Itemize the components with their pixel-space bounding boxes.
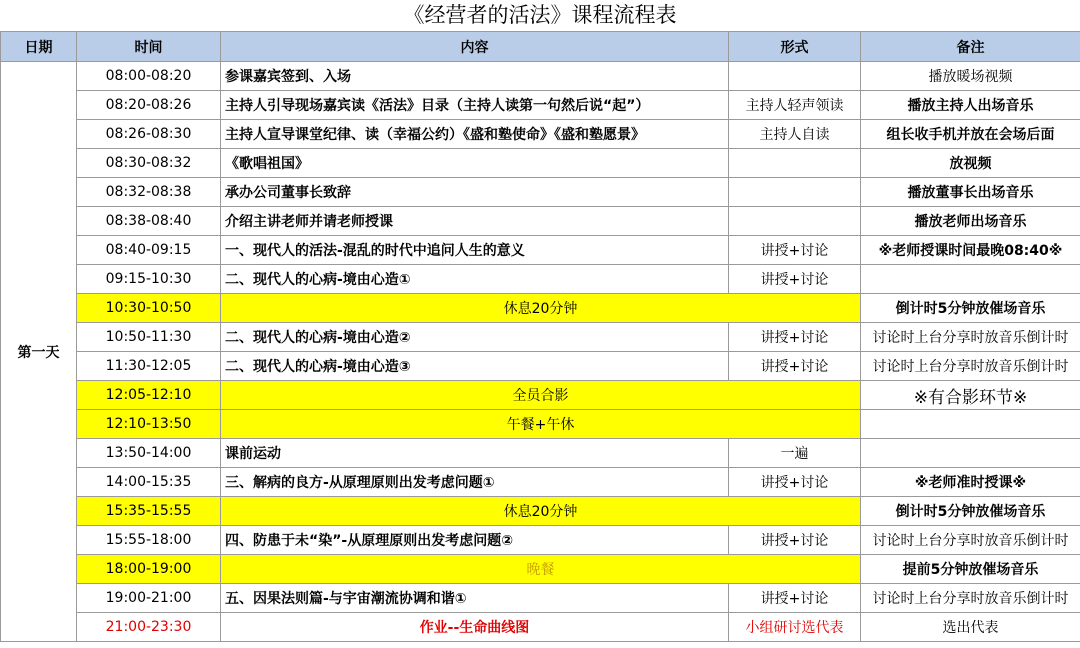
table-row bbox=[1, 468, 1080, 497]
format-cell: 讲授+讨论 bbox=[729, 526, 861, 555]
note-cell: 组长收手机并放在会场后面 bbox=[861, 120, 1080, 149]
format-cell bbox=[729, 207, 861, 236]
note-cell: 讨论时上台分享时放音乐倒计时 bbox=[861, 323, 1080, 352]
format-cell: 一遍 bbox=[729, 439, 861, 468]
time-cell: 12:05-12:10 bbox=[77, 381, 221, 410]
time-cell: 08:26-08:30 bbox=[77, 120, 221, 149]
note-cell bbox=[861, 439, 1080, 468]
note-cell: 放视频 bbox=[861, 149, 1080, 178]
table-row bbox=[1, 265, 1080, 294]
table-row bbox=[1, 526, 1080, 555]
page-title: 《经营者的活法》课程流程表 bbox=[403, 3, 677, 27]
time-cell: 08:30-08:32 bbox=[77, 149, 221, 178]
note-cell: 播放老师出场音乐 bbox=[861, 207, 1080, 236]
note-cell: 播放董事长出场音乐 bbox=[861, 178, 1080, 207]
table-row bbox=[1, 149, 1080, 178]
table-row bbox=[1, 584, 1080, 613]
time-cell: 12:10-13:50 bbox=[77, 410, 221, 439]
table-row bbox=[1, 294, 1080, 323]
content-cell: 四、防患于未“染”-从原理原则出发考虑问题② bbox=[221, 526, 729, 555]
time-cell: 13:50-14:00 bbox=[77, 439, 221, 468]
content-cell: 参课嘉宾签到、入场 bbox=[221, 62, 729, 91]
note-cell: 播放主持人出场音乐 bbox=[861, 91, 1080, 120]
merged-cell: 午餐+午休 bbox=[221, 410, 861, 439]
time-cell: 10:50-11:30 bbox=[77, 323, 221, 352]
format-cell bbox=[729, 149, 861, 178]
format-cell: 主持人自读 bbox=[729, 120, 861, 149]
note-cell: ※有合影环节※ bbox=[861, 381, 1080, 410]
time-cell: 08:20-08:26 bbox=[77, 91, 221, 120]
day-cell: 第一天 bbox=[1, 62, 77, 642]
note-cell bbox=[861, 265, 1080, 294]
content-cell: 五、因果法则篇-与宇宙潮流协调和谐① bbox=[221, 584, 729, 613]
time-cell: 10:30-10:50 bbox=[77, 294, 221, 323]
content-cell: 作业--生命曲线图 bbox=[221, 613, 729, 642]
note-cell: ※老师授课时间最晚08:40※ bbox=[861, 236, 1080, 265]
format-cell bbox=[729, 178, 861, 207]
table-row bbox=[1, 497, 1080, 526]
time-cell: 18:00-19:00 bbox=[77, 555, 221, 584]
content-cell: 《歌唱祖国》 bbox=[221, 149, 729, 178]
table-row bbox=[1, 207, 1080, 236]
format-cell: 主持人轻声领读 bbox=[729, 91, 861, 120]
format-cell: 讲授+讨论 bbox=[729, 468, 861, 497]
note-cell: 倒计时5分钟放催场音乐 bbox=[861, 294, 1080, 323]
table-row bbox=[1, 236, 1080, 265]
content-cell: 主持人宣导课堂纪律、读（幸福公约）《盛和塾使命》《盛和塾愿景》 bbox=[221, 120, 729, 149]
table-row bbox=[1, 381, 1080, 410]
note-cell: 讨论时上台分享时放音乐倒计时 bbox=[861, 352, 1080, 381]
header-row bbox=[1, 32, 1080, 62]
time-cell: 15:35-15:55 bbox=[77, 497, 221, 526]
note-cell: 倒计时5分钟放催场音乐 bbox=[861, 497, 1080, 526]
content-cell: 介绍主讲老师并请老师授课 bbox=[221, 207, 729, 236]
note-cell: 讨论时上台分享时放音乐倒计时 bbox=[861, 584, 1080, 613]
header-notes: 备注 bbox=[861, 32, 1080, 62]
time-cell: 15:55-18:00 bbox=[77, 526, 221, 555]
table-row bbox=[1, 62, 1080, 91]
header-date: 日期 bbox=[1, 32, 77, 62]
note-cell: 播放暖场视频 bbox=[861, 62, 1080, 91]
format-cell: 讲授+讨论 bbox=[729, 265, 861, 294]
content-cell: 承办公司董事长致辞 bbox=[221, 178, 729, 207]
content-cell: 三、解病的良方-从原理原则出发考虑问题① bbox=[221, 468, 729, 497]
time-cell: 08:40-09:15 bbox=[77, 236, 221, 265]
time-cell: 19:00-21:00 bbox=[77, 584, 221, 613]
table-row bbox=[1, 91, 1080, 120]
time-cell: 14:00-15:35 bbox=[77, 468, 221, 497]
format-cell: 讲授+讨论 bbox=[729, 584, 861, 613]
table-row bbox=[1, 178, 1080, 207]
content-cell: 课前运动 bbox=[221, 439, 729, 468]
content-cell: 一、现代人的活法-混乱的时代中追问人生的意义 bbox=[221, 236, 729, 265]
merged-cell: 全员合影 bbox=[221, 381, 861, 410]
format-cell: 讲授+讨论 bbox=[729, 236, 861, 265]
time-cell: 09:15-10:30 bbox=[77, 265, 221, 294]
format-cell: 讲授+讨论 bbox=[729, 352, 861, 381]
header-content: 内容 bbox=[221, 32, 729, 62]
table-row bbox=[1, 352, 1080, 381]
content-cell: 二、现代人的心病-境由心造① bbox=[221, 265, 729, 294]
note-cell: 选出代表 bbox=[861, 613, 1080, 642]
note-cell: ※老师准时授课※ bbox=[861, 468, 1080, 497]
table-row bbox=[1, 410, 1080, 439]
time-cell: 21:00-23:30 bbox=[77, 613, 221, 642]
table-row bbox=[1, 120, 1080, 149]
table-row bbox=[1, 323, 1080, 352]
merged-cell: 休息20分钟 bbox=[221, 294, 861, 323]
table-row bbox=[1, 613, 1080, 642]
table-row bbox=[1, 555, 1080, 584]
time-cell: 08:38-08:40 bbox=[77, 207, 221, 236]
note-cell: 讨论时上台分享时放音乐倒计时 bbox=[861, 526, 1080, 555]
merged-cell: 休息20分钟 bbox=[221, 497, 861, 526]
content-cell: 二、现代人的心病-境由心造③ bbox=[221, 352, 729, 381]
time-cell: 11:30-12:05 bbox=[77, 352, 221, 381]
header-time: 时间 bbox=[77, 32, 221, 62]
content-cell: 主持人引导现场嘉宾读《活法》目录（主持人读第一句然后说“起”） bbox=[221, 91, 729, 120]
note-cell: 提前5分钟放催场音乐 bbox=[861, 555, 1080, 584]
time-cell: 08:00-08:20 bbox=[77, 62, 221, 91]
content-cell: 二、现代人的心病-境由心造② bbox=[221, 323, 729, 352]
schedule-table bbox=[0, 31, 1080, 642]
format-cell bbox=[729, 62, 861, 91]
header-format: 形式 bbox=[729, 32, 861, 62]
note-cell bbox=[861, 410, 1080, 439]
format-cell: 小组研讨选代表 bbox=[729, 613, 861, 642]
format-cell: 讲授+讨论 bbox=[729, 323, 861, 352]
merged-cell: 晚餐 bbox=[221, 555, 861, 584]
table-row bbox=[1, 439, 1080, 468]
time-cell: 08:32-08:38 bbox=[77, 178, 221, 207]
